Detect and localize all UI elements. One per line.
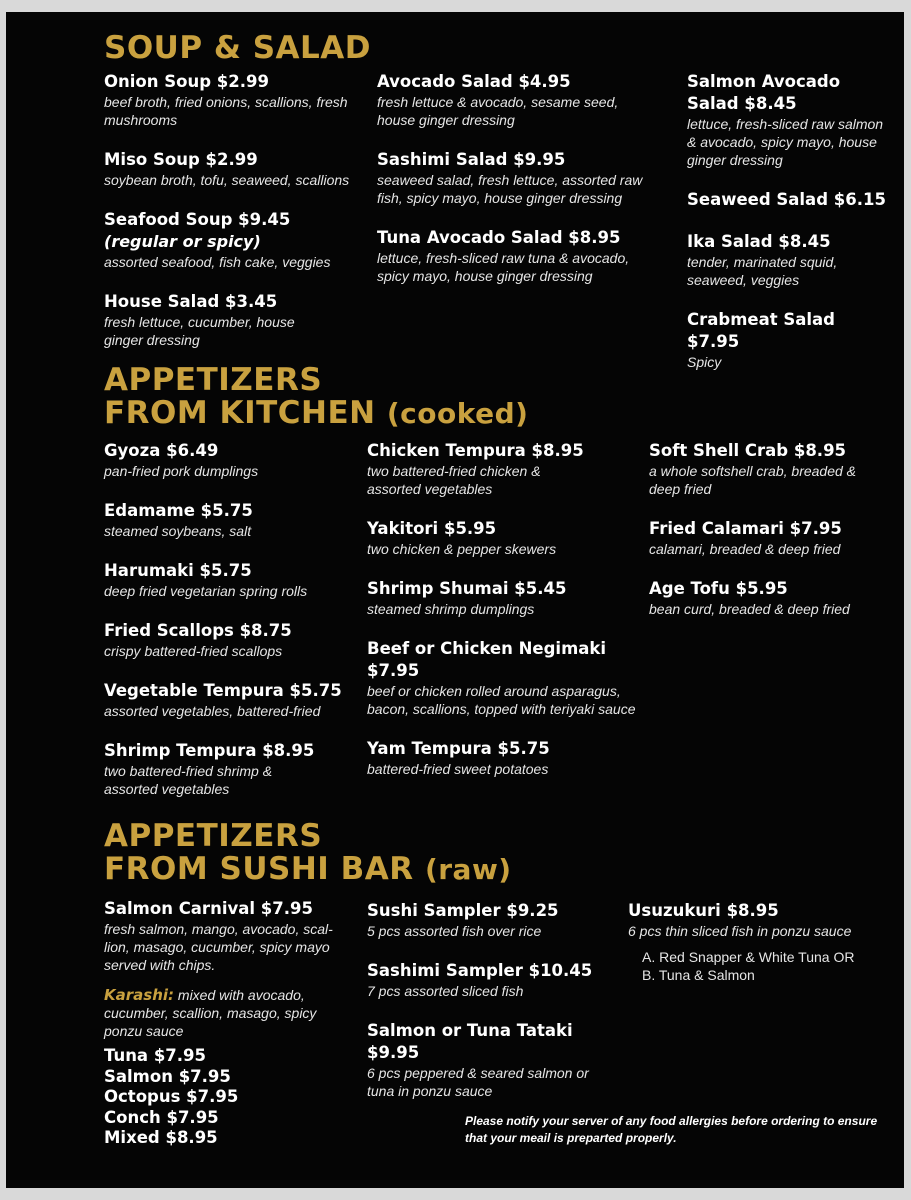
menu-item [367, 900, 617, 940]
item-description: 6 pcs thin sliced fish in ponzu sauce [628, 923, 852, 939]
sushi-bar-heading-line2 [104, 853, 512, 886]
karashi-item-list [104, 1046, 344, 1149]
kitchen-heading-line1: APPETIZERS [104, 362, 323, 398]
item-description: fresh lettuce, cucumber, house ginger dressing [104, 314, 295, 348]
item-description: two chicken & pepper skewers [367, 541, 557, 557]
item-description: a whole softshell crab, breaded & deep fried [649, 463, 857, 497]
menu-item [104, 209, 359, 271]
item-name: Yakitori $5.95 [367, 519, 497, 538]
item-name: Miso Soup $2.99 [104, 150, 258, 169]
soup-salad-column-3 [687, 71, 892, 391]
item-variant: (regular or spicy) [104, 232, 261, 251]
item-name: Edamame $5.75 [104, 501, 253, 520]
item-name: Ika Salad $8.45 [687, 232, 831, 251]
kitchen-heading [104, 364, 528, 430]
menu-item [367, 440, 642, 498]
sushi-bar-heading-main: FROM SUSHI BAR [104, 851, 414, 887]
menu-item [649, 518, 889, 558]
item-name: Age Tofu $5.95 [649, 579, 788, 598]
kitchen-heading-line2 [104, 397, 528, 430]
menu-item [104, 898, 344, 974]
menu-item [104, 740, 359, 798]
menu-item [367, 638, 642, 718]
kitchen-heading-suffix: (cooked) [386, 397, 529, 430]
soup-salad-column-2 [377, 71, 647, 305]
item-description: pan-fried pork dumplings [104, 463, 259, 479]
item-name: Salmon or Tuna Tataki $9.95 [367, 1021, 573, 1062]
karashi-item: Mixed $8.95 [104, 1128, 218, 1147]
menu-item [687, 189, 892, 211]
item-name: Gyoza $6.49 [104, 441, 219, 460]
kitchen-column-2 [367, 440, 642, 798]
karashi-item: Salmon $7.95 [104, 1066, 231, 1086]
item-description: steamed soybeans, salt [104, 523, 252, 539]
item-name: Yam Tempura $5.75 [367, 739, 550, 758]
menu-item [104, 500, 359, 540]
item-description: 7 pcs assorted sliced fish [367, 983, 524, 999]
item-description: beef or chicken rolled around asparagus, bacon, scallions, topped with teriyaki sauce [367, 683, 636, 717]
menu-item [367, 1020, 617, 1100]
item-description: deep fried vegetarian spring rolls [104, 583, 308, 599]
item-name: Sashimi Salad $9.95 [377, 150, 566, 169]
menu-item [367, 578, 642, 618]
item-description: 6 pcs peppered & seared salmon or tuna in ponzu sauce [367, 1065, 589, 1099]
sushi-bar-column-3 [628, 900, 888, 984]
item-description: tender, marinated squid, seaweed, veggies [687, 254, 838, 288]
menu-item [104, 149, 359, 189]
item-name: Crabmeat Salad $7.95 [687, 310, 835, 351]
item-name: Soft Shell Crab $8.95 [649, 441, 847, 460]
item-name: Onion Soup $2.99 [104, 72, 269, 91]
item-name: Sushi Sampler $9.25 [367, 901, 559, 920]
menu-item [687, 71, 892, 169]
kitchen-column-3 [649, 440, 889, 638]
sushi-bar-column-2 [367, 900, 617, 1120]
item-description: two battered-fried chicken & assorted vegetables [367, 463, 541, 497]
item-description: calamari, breaded & deep fried [649, 541, 841, 557]
item-description: battered-fried sweet potatoes [367, 761, 549, 777]
karashi-description: mixed with avocado, cucumber, scallion, masago, spicy ponzu sauce [104, 987, 317, 1039]
item-name: Chicken Tempura $8.95 [367, 441, 584, 460]
item-name: Fried Scallops $8.75 [104, 621, 292, 640]
item-name: Salmon Avocado Salad $8.45 [687, 72, 841, 113]
item-description: Spicy [687, 354, 722, 370]
item-description: bean curd, breaded & deep fried [649, 601, 850, 617]
sushi-bar-heading-line1: APPETIZERS [104, 818, 323, 854]
usuzukuri-option: A. Red Snapper & White Tuna OR [642, 949, 855, 965]
sushi-bar-heading [104, 820, 512, 886]
usuzukuri-option: B. Tuna & Salmon [642, 967, 755, 983]
item-name: Seaweed Salad $6.15 [687, 190, 886, 209]
item-name: Vegetable Tempura $5.75 [104, 681, 342, 700]
karashi-block [104, 986, 319, 1040]
item-name: Shrimp Shumai $5.45 [367, 579, 567, 598]
item-description: steamed shrimp dumplings [367, 601, 535, 617]
item-name: Beef or Chicken Negimaki $7.95 [367, 639, 607, 680]
item-description: lettuce, fresh-sliced raw salmon & avocado, spicy mayo, house ginger dressing [687, 116, 884, 168]
item-name: Seafood Soup $9.45 [104, 210, 291, 229]
menu-item [377, 71, 647, 129]
item-description: lettuce, fresh-sliced raw tuna & avocado, spicy mayo, house ginger dressing [377, 250, 630, 284]
item-description: beef broth, fried onions, scallions, fresh mushrooms [104, 94, 348, 128]
menu-item [104, 680, 359, 720]
item-description: fresh lettuce & avocado, sesame seed, house ginger dressing [377, 94, 619, 128]
item-description: 5 pcs assorted fish over rice [367, 923, 542, 939]
soup-salad-heading: SOUP & SALAD [104, 30, 371, 66]
karashi-item: Conch $7.95 [104, 1107, 219, 1127]
item-name: House Salad $3.45 [104, 292, 278, 311]
item-description: assorted seafood, fish cake, veggies [104, 254, 331, 270]
soup-salad-column-1 [104, 71, 359, 369]
menu-item [687, 309, 892, 371]
karashi-item: Tuna $7.95 [104, 1046, 207, 1065]
sushi-bar-column-1 [104, 898, 344, 1149]
allergy-notice: Please notify your server of any food allergies before ordering to ensure that your meail is preparted properly. [465, 1114, 878, 1145]
karashi-item: Octopus $7.95 [104, 1087, 239, 1106]
item-name: Usuzukuri $8.95 [628, 901, 779, 920]
menu-item [367, 738, 642, 778]
item-name: Fried Calamari $7.95 [649, 519, 842, 538]
sushi-bar-heading-suffix: (raw) [424, 853, 512, 886]
menu-page [6, 12, 904, 1188]
menu-item [367, 960, 617, 1000]
item-description: soybean broth, tofu, seaweed, scallions [104, 172, 350, 188]
item-description: seaweed salad, fresh lettuce, assorted raw fish, spicy mayo, house ginger dressing [377, 172, 643, 206]
menu-item [104, 620, 359, 660]
item-description: fresh salmon, mango, avocado, scal-lion, masago, cucumber, spicy mayo served with chips. [104, 921, 333, 973]
menu-item [377, 227, 647, 285]
item-name: Salmon Carnival $7.95 [104, 899, 313, 918]
menu-item [377, 149, 647, 207]
item-name: Sashimi Sampler $10.45 [367, 961, 593, 980]
item-name: Shrimp Tempura $8.95 [104, 741, 315, 760]
menu-item [104, 440, 359, 480]
item-name: Tuna Avocado Salad $8.95 [377, 228, 621, 247]
item-description: two battered-fried shrimp & assorted vegetables [104, 763, 273, 797]
kitchen-column-1 [104, 440, 359, 818]
menu-item [687, 231, 892, 289]
karashi-label: Karashi: [104, 986, 175, 1004]
menu-item [649, 578, 889, 618]
menu-item [649, 440, 889, 498]
menu-item [367, 518, 642, 558]
item-name: Harumaki $5.75 [104, 561, 252, 580]
menu-item [104, 560, 359, 600]
menu-item [104, 71, 359, 129]
item-description: assorted vegetables, battered-fried [104, 703, 321, 719]
menu-item [104, 291, 359, 349]
item-name: Avocado Salad $4.95 [377, 72, 571, 91]
kitchen-heading-main: FROM KITCHEN [104, 395, 376, 431]
item-description: crispy battered-fried scallops [104, 643, 283, 659]
